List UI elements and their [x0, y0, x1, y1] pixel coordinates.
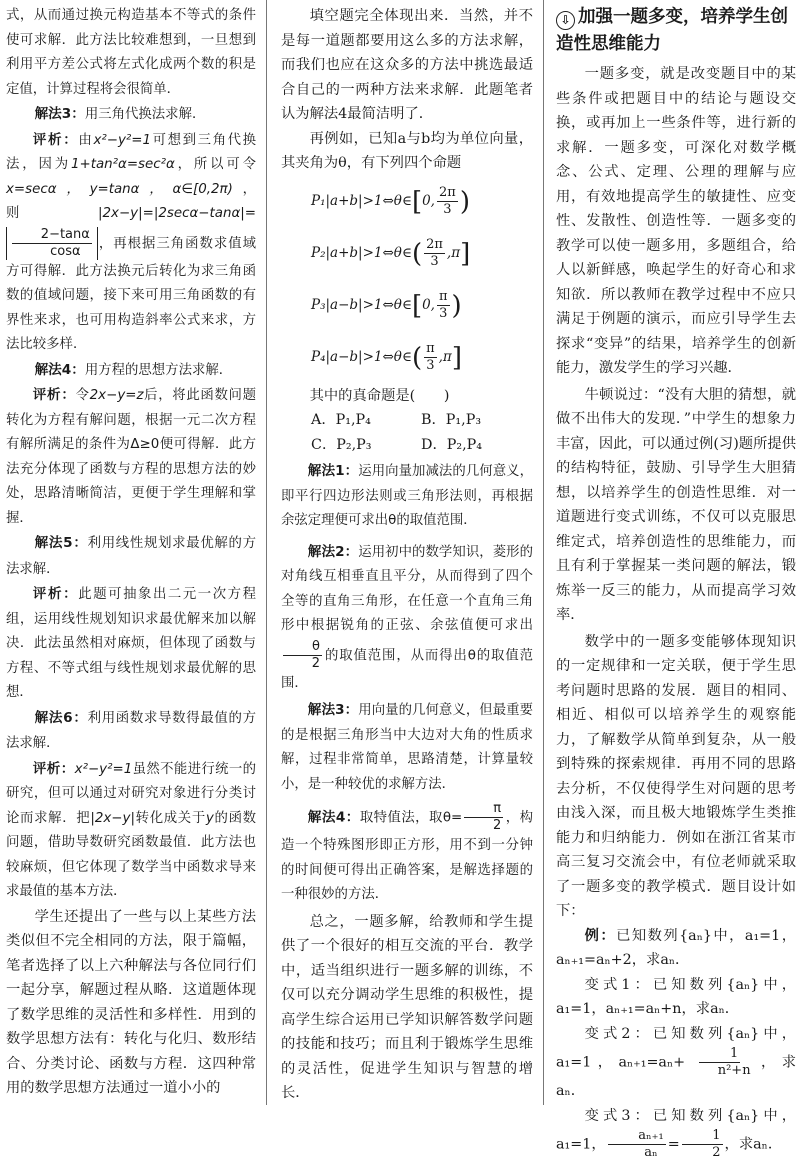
- paragraph: [6, 582, 256, 706]
- paragraph: [6, 383, 256, 531]
- proposition-1: [281, 176, 533, 228]
- paragraph: 总之，一题多解，给教师和学生提供了一个很好的相互交流的平台．教学中，适当组织进行一题多解的训练，不仅可以充分调动学生思维的积极性，提高学生综合运用已学知识解答数学问题的技能和技巧；而且利于锻炼学生思维的灵活性，促进学生知识与智慧的增长．: [281, 910, 533, 1106]
- proposition-4: [281, 332, 533, 384]
- example: 例：已知数列{aₙ}中，a₁=1，aₙ₊₁=aₙ+2，求aₙ．: [556, 924, 796, 973]
- paragraph: [6, 128, 256, 358]
- review-label: 评析：: [33, 761, 75, 777]
- text-span: ，则: [6, 182, 256, 222]
- interval-start: 0,: [422, 189, 435, 214]
- proposition-name: P₃: [311, 293, 326, 318]
- proposition-expr: |a+b|>1⇔θ∈: [326, 189, 412, 214]
- text-span: x²−y²=1: [75, 762, 133, 777]
- text-span: 由: [78, 133, 93, 148]
- interval-end: ,π: [447, 241, 460, 266]
- method-text: 利用函数求导数得最值的方法求解．: [6, 711, 256, 752]
- text-span: 令: [76, 388, 90, 403]
- option-c: C．P₂,P₃: [311, 433, 421, 458]
- variant-3: 变式3：已知数列{aₙ}中，a₁=1， $\frac{\text{aₙ₊₁}}{\text{aₙ}}$ = $\frac{1}{2}$ ，求aₙ．: [556, 1104, 796, 1161]
- right-column: [556, 4, 796, 1161]
- fraction: [437, 289, 450, 322]
- fraction-numerator: π: [437, 289, 450, 306]
- variant-2: 变式2：已知数列{aₙ}中，a₁=1，aₙ₊₁=aₙ+ $\frac{1}{\text{n²+n}}$ ，求aₙ．: [556, 1022, 796, 1104]
- fraction: $\frac{1}{\text{n²+n}}$: [687, 1046, 752, 1079]
- bracket: [: [412, 192, 422, 212]
- method-label: 解法4：: [35, 362, 85, 378]
- solution-4: 解法4：取特值法，取θ= $\frac{\pi}{2}$ ，构造一个特殊图形即正方形，用不到一分钟的时间便可得出正确答案，是解选择题的一种很妙的方法．: [281, 801, 533, 908]
- option-d: D．P₂,P₄: [421, 433, 531, 458]
- fraction-numerator: π: [424, 341, 437, 358]
- solution-3: 解法3：用向量的几何意义，但最重要的是根据三角形当中大边对大角的性质求解，过程非常简单，思路清楚，计算量较小，是一种较优的求解方法．: [281, 698, 533, 797]
- fraction-denominator: 3: [441, 202, 453, 218]
- text-span: 虽然不能进行统一的研究，但可以通过对研究对象进行分类讨论而求解．把: [6, 762, 256, 826]
- fraction: $\frac{1}{2}$: [682, 1128, 723, 1161]
- fraction: $\frac{\pi}{2}$: [464, 801, 503, 834]
- text-span: 转化成关于: [135, 811, 206, 826]
- text-span: 2x−y=z: [90, 388, 144, 403]
- middle-column: [281, 4, 533, 1106]
- fraction: [424, 237, 445, 270]
- text-span: 可想到三角代换法，因为: [6, 133, 256, 173]
- interval-start: 0,: [422, 293, 435, 318]
- proposition-expr: |a−b|>1⇔θ∈: [326, 293, 412, 318]
- variant-1: 变式1：已知数列{aₙ}中，a₁=1，aₙ₊₁=aₙ+n，求aₙ．: [556, 973, 796, 1022]
- column-divider-right: [543, 0, 544, 1105]
- fraction-denominator: 3: [437, 306, 449, 322]
- fraction: [437, 185, 458, 218]
- left-column: [6, 4, 256, 1101]
- bracket: ): [452, 296, 462, 316]
- interval-end: ,π: [439, 345, 452, 370]
- solution-2: 解法2：运用初中的数学知识，菱形的对角线互相垂直且平分，从而得到了四个全等的直角三角形，在任意一个直角三角形中根据锐角的正弦、余弦值便可求出 $\frac{\theta}{2}$ 的取值范围，从而得出θ的取值范围．: [281, 540, 533, 697]
- method-text: 用方程的思想方法求解．: [85, 363, 232, 378]
- text-span: ，所以可令: [175, 157, 256, 172]
- method-text: 利用线性规划求最优解的方法求解．: [6, 536, 256, 577]
- fraction: [12, 227, 92, 260]
- bracket: (: [412, 244, 422, 264]
- question-stem: 其中的真命题是( ): [281, 384, 533, 409]
- bracket: ): [460, 192, 470, 212]
- text-span: 的函数问题，借助导数研究函数最值．此方法也较麻烦，但它体现了数学当中函数求导来求最值的基本方法．: [6, 811, 256, 900]
- text-span: x=secα，y=tanα，α∈[0,2π): [6, 182, 233, 197]
- proposition-2: [281, 228, 533, 280]
- review-label: 评析：: [33, 387, 76, 403]
- method-label: 解法3：: [35, 106, 85, 122]
- option-b: B．P₁,P₃: [421, 408, 531, 433]
- paragraph: 再例如，已知a与b均为单位向量，其夹角为θ，有下列四个命题: [281, 127, 533, 176]
- fraction-denominator: 3: [424, 358, 436, 374]
- bracket: ]: [460, 244, 470, 264]
- paragraph: [6, 531, 256, 582]
- text-span: ，再根据三角函数求值域方可得解．此方法换元后转化为求三角函数的值域问题，接下来可用三角函数的有界性来求，也可用构造斜率公式来求，方法比较多样．: [6, 236, 256, 352]
- solution-1: 解法1：运用向量加减法的几何意义，即平行四边形法则或三角形法则，再根据余弦定理便可求出θ的取值范围．: [281, 459, 533, 534]
- paragraph: 式，从而通过换元构造基本不等式的条件使可求解．此方法比较难想到，一旦想到利用平方差公式将左式化成两个数的积是定值，计算过程将会很简单．: [6, 4, 256, 102]
- review-label: 评析：: [33, 132, 79, 148]
- method-label: 解法6：: [35, 710, 88, 726]
- proposition-name: P₁: [311, 189, 326, 214]
- fraction: $\frac{\text{aₙ₊₁}}{\text{aₙ}}$: [608, 1128, 666, 1161]
- bracket: ]: [452, 348, 462, 368]
- paragraph: [6, 358, 256, 384]
- text-span: x²−y²=1: [93, 133, 151, 148]
- absolute-value: [6, 227, 98, 260]
- text-span: 此题可抽象出二元一次方程组，运用线性规划知识求最优解来加以解决．此法虽然相对麻烦，但体现了函数与方程、不等式组与线性规划求最优解的思想．: [6, 587, 256, 700]
- paragraph: [6, 102, 256, 128]
- text-span: 1+tan²α=sec²α: [71, 157, 175, 172]
- text-span: |2x−y|=: [98, 206, 154, 221]
- proposition-expr: |a−b|>1⇔θ∈: [326, 345, 412, 370]
- section-heading: ⇩ 加强一题多变，培养学生创造性思维能力: [556, 4, 796, 58]
- fraction: $\frac{\theta}{2}$: [283, 639, 322, 672]
- answer-options: [281, 408, 533, 457]
- bracket: (: [412, 348, 422, 368]
- paragraph: [6, 757, 256, 905]
- proposition-name: P₄: [311, 345, 326, 370]
- text-span: y: [206, 811, 214, 826]
- proposition-3: [281, 280, 533, 332]
- paragraph: [6, 706, 256, 757]
- option-a: A．P₁,P₄: [311, 408, 421, 433]
- bracket: [: [412, 296, 422, 316]
- proposition-list: [281, 176, 533, 384]
- paragraph: 学生还提出了一些与以上某些方法类似但不完全相同的方法，限于篇幅，笔者选择了以上六种解法与各位同行们一起分享，解题过程从略．这道题体现了数学思维的灵活性和多样性．用到的数学思想方法有：转化与化归、数形结合、分类讨论、函数与方程．这四种常用的数学思想方法通过一道小小的: [6, 905, 256, 1101]
- fraction-denominator: 3: [428, 254, 440, 270]
- down-arrow-circle-icon: ⇩: [556, 11, 575, 30]
- text-span: |2x−y|: [90, 811, 135, 826]
- paragraph: 牛顿说过：“没有大胆的猜想，就做不出伟大的发现．”中学生的想象力丰富，因此，可以通过例(习)题所提供的结构特征，鼓励、引导学生大胆猜想，以培养学生的创造性思维．对一道题进行变式训练，不仅可以克服思维定式，培养创造性的思维能力，而且有利于掌握某一类问题的解法，锻炼举一反三的能力，从而提高学习效率．: [556, 383, 796, 628]
- paragraph: 一题多变，就是改变题目中的某些条件或把题目中的结论与题设交换，或再加上一些条件等，进行新的求解．一题多变，可深化对数学概念、公式、定理、公理的理解与应用，有效地提高学生的敏捷性、应变性、发散性、创造性等．一题多变的教学可以使一题多用，多题组合，给人以新鲜感，唤起学生的好奇心和求知欲．所以教师在教学过程中不应只满足于例题的演示，而应引导学生去探求“变异”的结果，培养学生的创新能力，激发学生的学习兴趣．: [556, 62, 796, 381]
- column-divider-left: [266, 0, 267, 1105]
- review-label: 评析：: [33, 586, 78, 602]
- proposition-name: P₂: [311, 241, 326, 266]
- method-label: 解法5：: [35, 535, 88, 551]
- paragraph: 数学中的一题多变能够体现知识的一定规律和一定关联，便于学生思考问题时思路的发展．题目的相同、相近、相似可以培养学生的观察能力，了解数学从简单到复杂，从一般到特殊的探索规律．再用不同的思路去分析，不仅使得学生对问题的思考由浅入深，而且极大地锻炼学生类推能力和归纳能力．例如在浙江省某市高三复习交流会中，有位老师就采取了一题多变的教学模式．题目设计如下：: [556, 630, 796, 924]
- fraction-denominator: cosα: [21, 244, 82, 260]
- text-span: |2secα−tanα|=: [154, 206, 256, 221]
- proposition-expr: |a+b|>1⇔θ∈: [326, 241, 412, 266]
- text-span: 后，将此函数问题转化为方程有解问题，根据一元二次方程有解所满足的条件为Δ≥0便可得解．此方法充分体现了函数与方程的思想方法的妙处，思路清晰简洁，更便于学生理解和掌握．: [6, 388, 256, 526]
- fraction-numerator: 2−tanα: [12, 227, 92, 244]
- method-text: 用三角代换法求解．: [85, 107, 206, 122]
- fraction-numerator: 2π: [437, 185, 458, 202]
- fraction: [424, 341, 437, 374]
- fraction-numerator: 2π: [424, 237, 445, 254]
- paragraph: 填空题完全体现出来．当然，并不是每一道题都要用这么多的方法求解，而我们也应在这众多的方法中挑选最适合自己的一两种方法来求解．此题笔者认为解法4最简洁明了．: [281, 4, 533, 127]
